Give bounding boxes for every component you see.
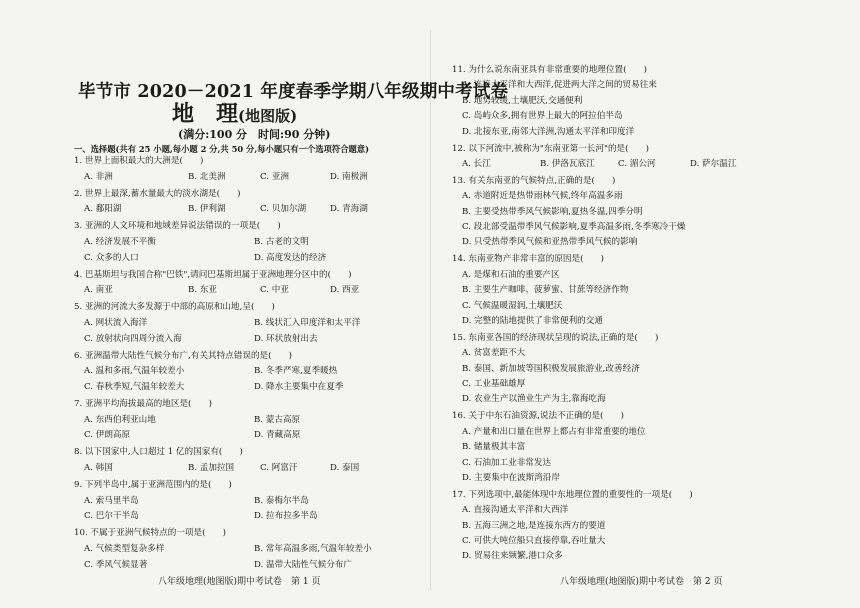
option-9-D: D. 拉布拉多半岛 — [254, 511, 318, 522]
option-11-B: B. 地势较缓,土壤肥沃,交通便利 — [462, 95, 583, 106]
option-7-A: A. 东西伯利亚山地 — [84, 414, 156, 425]
option-1-C: C. 亚洲 — [260, 171, 289, 182]
option-12-B: B. 伊洛瓦底江 — [540, 158, 595, 169]
question-3: 3. 亚洲的人文环境和地域差异说法错误的一项是( ) — [74, 221, 281, 232]
option-16-A: A. 产量和出口量在世界上都占有非常重要的地位 — [462, 426, 646, 437]
option-1-A: A. 非洲 — [84, 171, 113, 182]
footer-page-1: 八年级地理(地图版)期中考试卷 第 1 页 — [158, 577, 321, 587]
option-11-D: D. 北接东亚,南邻大洋洲,沟通太平洋和印度洋 — [462, 126, 635, 137]
option-12-D: D. 萨尔温江 — [690, 158, 737, 169]
page-divider — [430, 30, 431, 590]
option-17-A: A. 直接沟通太平洋和大西洋 — [462, 505, 569, 516]
option-5-C: C. 放射状向四周分流入海 — [84, 333, 182, 344]
question-10: 10. 不属于亚洲气候特点的一项是( ) — [74, 528, 227, 539]
option-14-A: A. 是煤和石油的重要产区 — [462, 269, 560, 280]
option-3-D: D. 高度发达的经济 — [254, 252, 327, 263]
option-15-B: B. 泰国、新加坡等国积极发展旅游业,改善经济 — [462, 363, 640, 374]
option-4-C: C. 中亚 — [260, 285, 289, 296]
option-17-C: C. 可供大吨位船只直接停靠,吞吐量大 — [462, 536, 606, 546]
option-3-C: C. 众多的人口 — [84, 252, 139, 263]
question-1: 1. 世界上面积最大的大洲是( ) — [74, 156, 204, 166]
question-12: 12. 以下河流中,被称为"东南亚第一长河"的是( ) — [452, 143, 650, 154]
option-4-D: D. 西亚 — [330, 285, 360, 296]
option-12-A: A. 长江 — [462, 158, 491, 169]
option-13-B: B. 主要受热带季风气候影响,夏热冬温,四季分明 — [462, 206, 643, 217]
option-10-D: D. 温带大陆性气候分布广 — [254, 559, 352, 570]
option-9-A: A. 索马里半岛 — [84, 495, 139, 506]
option-6-B: B. 冬季严寒,夏季暖热 — [254, 366, 338, 377]
section-instructions: 一、选择题(共有 25 小题,每小题 2 分,共 50 分,每小题只有一个选项符合题意) — [74, 144, 370, 154]
question-5: 5. 亚洲的河流大多发源于中部的高原和山地,呈( ) — [74, 302, 275, 313]
option-6-D: D. 降水主要集中在夏季 — [254, 381, 344, 392]
option-2-C: C. 贝加尔湖 — [260, 204, 307, 215]
question-16: 16. 关于中东石油资源,说法不正确的是( ) — [452, 411, 624, 422]
option-3-A: A. 经济发展不平衡 — [84, 237, 156, 247]
option-10-C: C. 季风气候显著 — [84, 559, 148, 570]
option-4-B: B. 东亚 — [188, 285, 217, 296]
footer-page-2: 八年级地理(地图版)期中考试卷 第 2 页 — [560, 577, 723, 587]
option-6-A: A. 温和多雨,气温年较差小 — [84, 366, 185, 377]
option-17-D: D. 贸易往来频繁,港口众多 — [462, 551, 563, 562]
score-time: (满分:100 分 时间:90 分钟) — [178, 128, 331, 141]
subject-name: 地 理 — [172, 101, 239, 127]
option-11-A: A. 连接太平洋和大西洋,促进两大洋之间的贸易往来 — [462, 80, 657, 91]
option-15-C: C. 工业基础雄厚 — [462, 379, 526, 389]
option-8-C: C. 阿富汗 — [260, 462, 298, 473]
exam-title: 毕节市 2020－2021 年度春季学期八年级期中考试卷 — [78, 82, 509, 102]
option-5-D: D. 环状放射出去 — [254, 333, 318, 344]
edition-label: (地图版) — [238, 107, 298, 125]
option-2-B: B. 伊利湖 — [188, 204, 226, 215]
option-4-A: A. 南亚 — [84, 285, 113, 296]
option-1-B: B. 北美洲 — [188, 171, 226, 182]
option-13-D: D. 只受热带季风气候和亚热带季风气候的影响 — [462, 237, 638, 248]
question-17: 17. 下列选项中,最能体现中东地理位置的重要性的一项是( ) — [452, 489, 693, 500]
option-16-D: D. 主要集中在波斯湾沿岸 — [462, 472, 560, 483]
option-8-B: B. 孟加拉国 — [188, 462, 235, 473]
question-13: 13. 有关东南亚的气候特点,正确的是( ) — [452, 175, 616, 186]
option-16-C: C. 石油加工业非常发达 — [462, 457, 552, 468]
option-7-D: D. 青藏高原 — [254, 430, 301, 441]
option-12-C: C. 湄公河 — [618, 158, 656, 169]
question-8: 8. 以下国家中,人口超过 1 亿的国家有( ) — [74, 447, 243, 458]
option-5-B: B. 线状汇入印度洋和太平洋 — [254, 318, 361, 328]
question-2: 2. 世界上最深,蓄水量最大的淡水湖是( ) — [74, 188, 241, 199]
option-17-B: B. 五海三洲之地,是连接东西方的要道 — [462, 520, 606, 531]
option-9-C: C. 巴尔干半岛 — [84, 511, 139, 522]
option-14-D: D. 完整的陆地提供了非常便利的交通 — [462, 315, 603, 326]
option-16-B: B. 储量极其丰富 — [462, 442, 526, 453]
question-4: 4. 巴基斯坦与我国合称"巴铁",请问巴基斯坦属于亚洲地理分区中的( ) — [74, 269, 352, 280]
option-13-A: A. 赤道附近是热带雨林气候,终年高温多雨 — [462, 191, 623, 202]
option-9-B: B. 泰梅尔半岛 — [254, 495, 309, 506]
question-15: 15. 东南亚各国的经济现状呈现的说法,正确的是( ) — [452, 332, 659, 343]
option-10-A: A. 气候类型复杂多样 — [84, 543, 165, 554]
option-5-A: A. 网状流入海洋 — [84, 318, 148, 328]
question-14: 14. 东南亚物产非常丰富的原因是( ) — [452, 254, 605, 265]
question-7: 7. 亚洲平均海拔最高的地区是( ) — [74, 399, 212, 409]
subject-title — [172, 97, 297, 128]
option-10-B: B. 常年高温多雨,气温年较差小 — [254, 543, 372, 554]
option-7-C: C. 伊朗高原 — [84, 430, 131, 441]
option-15-D: D. 农业生产以渔业生产为主,靠海吃海 — [462, 394, 606, 405]
option-15-A: A. 贫富差距不大 — [462, 348, 526, 359]
option-1-D: D. 南极洲 — [330, 171, 368, 182]
option-11-C: C. 岛屿众多,拥有世界上最大的阿拉伯半岛 — [462, 111, 623, 122]
question-9: 9. 下列半岛中,属于亚洲范围内的是( ) — [74, 480, 232, 490]
option-3-B: B. 古老的文明 — [254, 237, 309, 247]
option-14-C: C. 气候温暖湿润,土壤肥沃 — [462, 300, 563, 311]
option-13-C: C. 段北部受温带季风气候影响,夏季高温多雨,冬季寒冷干燥 — [462, 222, 686, 232]
question-11: 11. 为什么说东南亚具有非常重要的地理位置( ) — [452, 65, 647, 75]
option-6-C: C. 春秋季短,气温年较差大 — [84, 381, 185, 392]
option-7-B: B. 蒙古高原 — [254, 414, 301, 425]
question-6: 6. 亚洲温带大陆性气候分布广,有关其特点错误的是( ) — [74, 350, 293, 361]
option-2-A: A. 鄱阳湖 — [84, 204, 122, 215]
option-8-A: A. 韩国 — [84, 462, 113, 473]
option-2-D: D. 青海湖 — [330, 204, 368, 215]
option-14-B: B. 主要生产咖啡、菠萝蜜、甘蔗等经济作物 — [462, 285, 629, 296]
option-8-D: D. 泰国 — [330, 462, 360, 473]
